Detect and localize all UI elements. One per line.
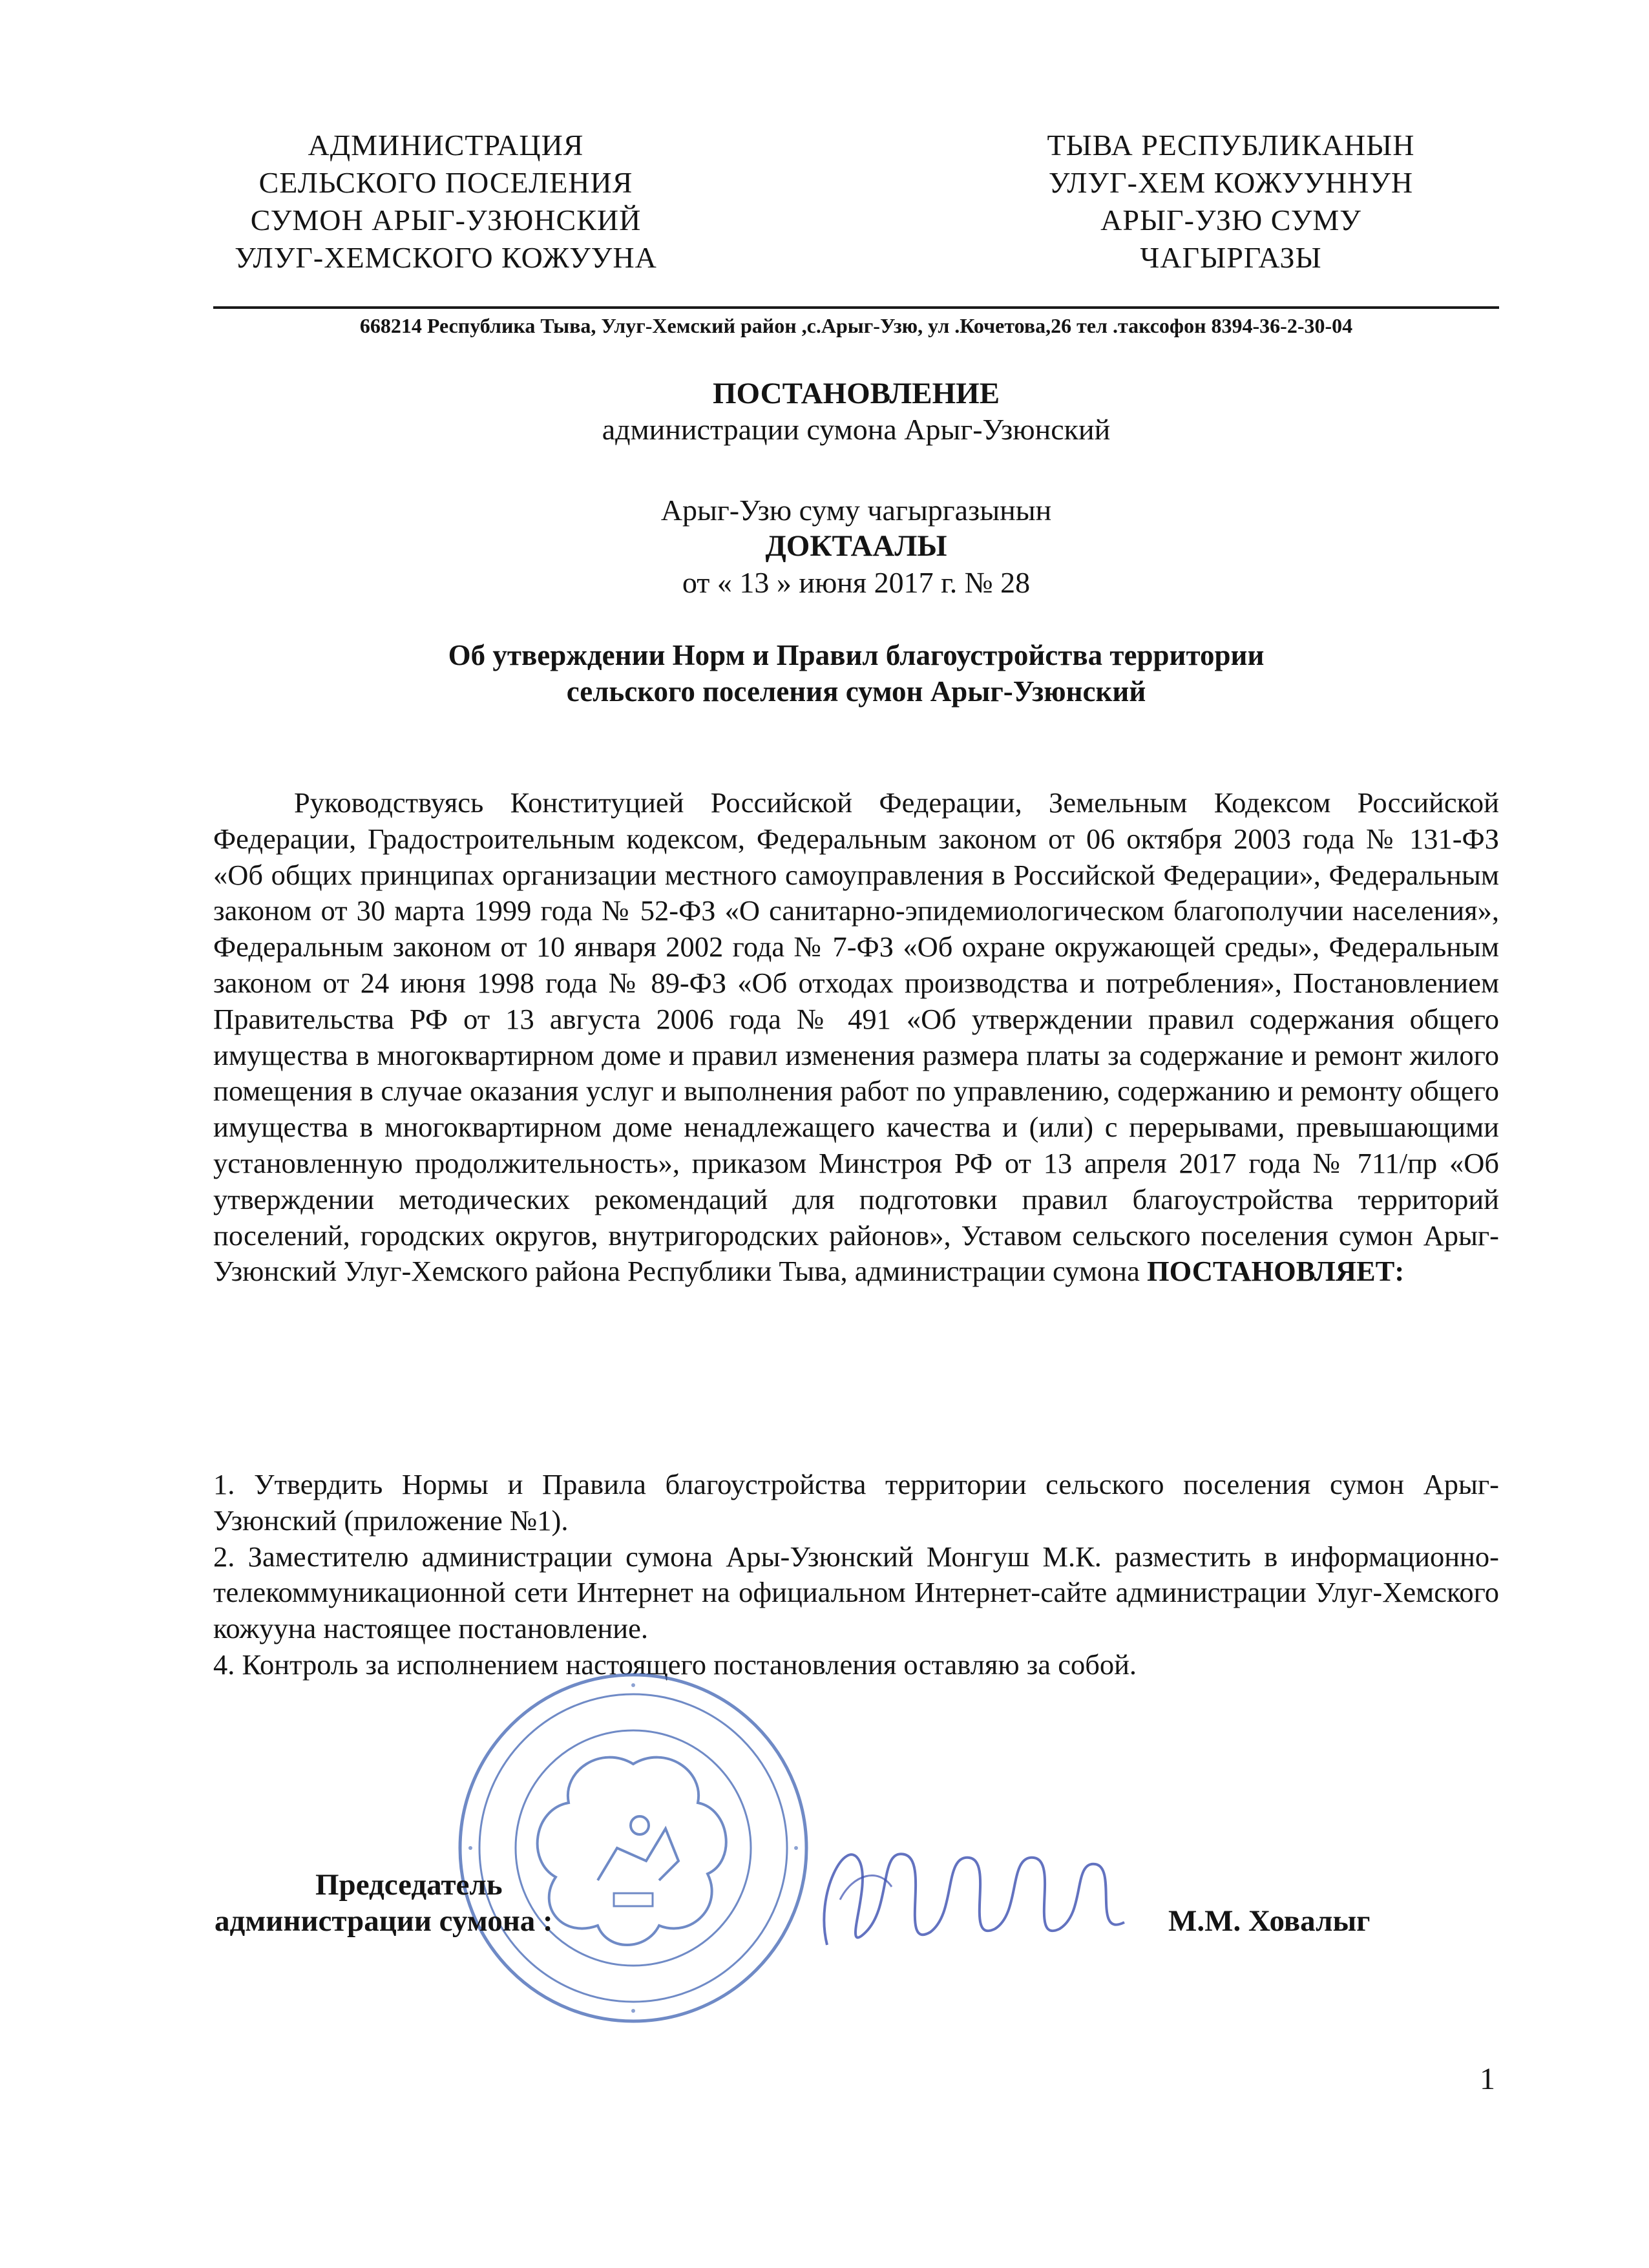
preamble-resolves: ПОСТАНОВЛЯЕТ: [1146, 1255, 1405, 1288]
preamble-text: Руководствуясь Конституцией Российской Федерации, Земельным Кодексом Российской Федерации, Градостроительным кодексом, Федеральным законом от 06 октября 2003 года № 131-ФЗ «Об общих принципах организации местного самоуправления в Российской Федерации», Федеральным законом от 30 марта 1999 года № 52-ФЗ «О санитарно-эпидемиологическом благополучии населения», Федеральным законом от 10 января 2002 года № 7-ФЗ «Об охране окружающей среды», Федеральным законом от 24 июня 1998 года № 89-ФЗ «Об отходах производства и потребления», Постановлением Правительства РФ от 13 августа 2006 года № 491 «Об утверждении правил содержания общего имущества в многоквартирном доме и правил изменения размера платы за содержание и ремонт жилого помещения в случае оказания услуг и выполнения работ по управлению, содержанию и ремонту общего имущества в многоквартирном доме ненадлежащего качества и (или) с перерывами, превышающими установленную продолжительность», приказом Минстроя РФ от 13 апреля 2017 года № 711/пр «Об утверждении методических рекомендаций для подготовки правил благоустройства территорий поселений, городских округов, внутригородских районов», Уставом сельского поселения сумон Арыг-Узюнский Улуг-Хемского района Республики Тыва, администрации сумона [213, 786, 1499, 1288]
signatory-name: М.М. Ховалыг [1168, 1904, 1371, 1938]
header-right-line: УЛУГ-ХЕМ КОЖУУННУН [1048, 166, 1414, 199]
official-seal [452, 1667, 814, 2029]
header-right-line: ЧАГЫРГАЗЫ [1140, 241, 1322, 274]
signatory-title-line-2: администрации сумона : [215, 1904, 553, 1938]
resolution-title: ПОСТАНОВЛЕНИЕ [712, 377, 1000, 410]
header-right-line: ТЫВА РЕСПУБЛИКАНЫН [1047, 129, 1415, 162]
header-left-line: СЕЛЬСКОГО ПОСЕЛЕНИЯ [258, 166, 633, 199]
date-line: от « 13 » июня 2017 г. № 28 [682, 566, 1031, 599]
list-item: 4. Контроль за исполнением настоящего постановления оставляю за собой. [213, 1648, 1137, 1681]
list-item: 2. Заместителю администрации сумона Ары-Узюнский Монгуш М.К. разместить в информационно-телекоммуникационной сети Интернет на официальном Интернет-сайте администрации Улуг-Хемского кожууна настоящее постановление. [213, 1540, 1499, 1645]
header-right-block [998, 127, 1464, 277]
tuvan-title: ДОКТААЛЫ [765, 529, 947, 563]
header-left-line: АДМИНИСТРАЦИЯ [308, 129, 584, 162]
header-address: 668214 Республика Тыва, Улуг-Хемский район ,с.Арыг-Узю, ул .Кочетова,26 тел .таксофон 8394-36-2-30-04 [359, 314, 1353, 337]
header-divider [213, 306, 1499, 309]
resolution-subtitle: администрации сумона Арыг-Узюнский [602, 413, 1111, 446]
subject-line-2: сельского поселения сумон Арыг-Узюнский [566, 675, 1146, 708]
tuvan-subtitle: Арыг-Узю суму чагыргазынын [660, 494, 1052, 527]
resolution-items [213, 1467, 1499, 1683]
preamble-paragraph [213, 785, 1499, 1290]
header-left-line: СУМОН АРЫГ-УЗЮНСКИЙ [250, 204, 642, 236]
header-left-line: УЛУГ-ХЕМСКОГО КОЖУУНА [235, 241, 657, 274]
header-left-block [213, 127, 678, 277]
handwritten-signature [801, 1809, 1150, 1990]
header-right-line: АРЫГ-УЗЮ СУМУ [1100, 204, 1361, 236]
list-item: 1. Утвердить Нормы и Правила благоустройства территории сельского поселения сумон Арыг-Узюнский (приложение №1). [213, 1468, 1499, 1537]
signatory-title-line-1: Председатель [315, 1868, 503, 1902]
subject-line-1: Об утверждении Норм и Правил благоустройства территории [448, 639, 1265, 671]
page-number: 1 [1480, 2062, 1495, 2096]
